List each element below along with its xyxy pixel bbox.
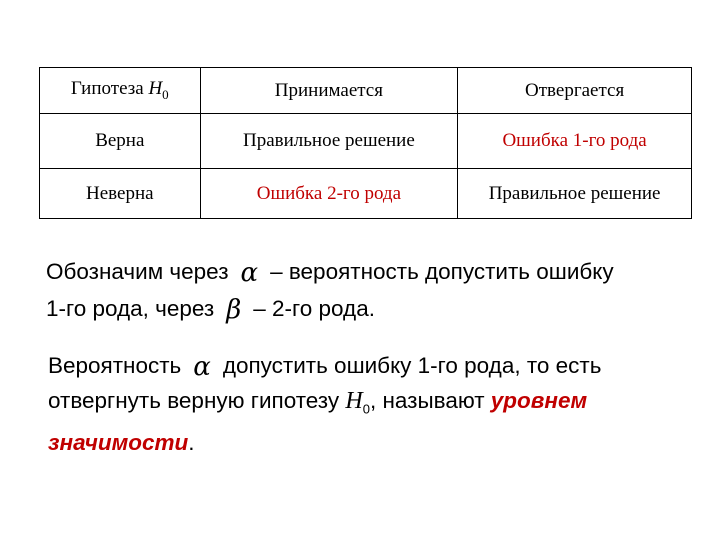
para2-text: отвергнуть верную гипотезу xyxy=(48,388,340,413)
para2-text: , называют xyxy=(369,388,485,413)
cell-correct-decision: Правильное решение xyxy=(458,169,692,219)
header-hypothesis xyxy=(40,68,201,114)
row-label: Неверна xyxy=(40,169,201,219)
para2-text: Вероятность xyxy=(48,353,182,378)
h-symbol: H xyxy=(345,388,363,414)
para2-line xyxy=(48,384,698,459)
table-row xyxy=(40,114,692,169)
cell-correct-decision: Правильное решение xyxy=(200,114,458,169)
table-row xyxy=(40,169,692,219)
hypothesis-table xyxy=(39,67,692,219)
alpha-symbol: α xyxy=(240,258,259,288)
significance-level-term: уровнем значимости xyxy=(48,388,588,455)
beta-symbol: β xyxy=(226,295,242,325)
h-subscript: 0 xyxy=(162,86,169,102)
cell-type-1-error: Ошибка 1-го рода xyxy=(458,114,692,169)
cell-type-2-error: Ошибка 2-го рода xyxy=(200,169,458,219)
para1-text: – вероятность допустить ошибку xyxy=(270,259,614,284)
table-header-row xyxy=(40,68,692,114)
header-accepted: Принимается xyxy=(200,68,458,114)
alpha-symbol: α xyxy=(193,352,211,382)
para1-text: Обозначим через xyxy=(46,259,229,284)
para2-text: . xyxy=(188,429,195,455)
header-hypothesis-label: Гипотеза xyxy=(70,78,144,100)
h-subscript: 0 xyxy=(362,401,370,417)
para2-line xyxy=(48,349,698,384)
significance-paragraph xyxy=(48,349,698,459)
h-symbol: H xyxy=(148,78,163,100)
row-label: Верна xyxy=(40,114,201,169)
para2-text: допустить ошибку 1-го рода, то есть xyxy=(222,353,602,378)
header-rejected: Отвергается xyxy=(458,68,692,114)
definition-paragraph xyxy=(46,254,706,328)
para1-text: 1-го рода, через xyxy=(46,296,215,321)
para1-text: – 2-го рода. xyxy=(253,296,375,321)
